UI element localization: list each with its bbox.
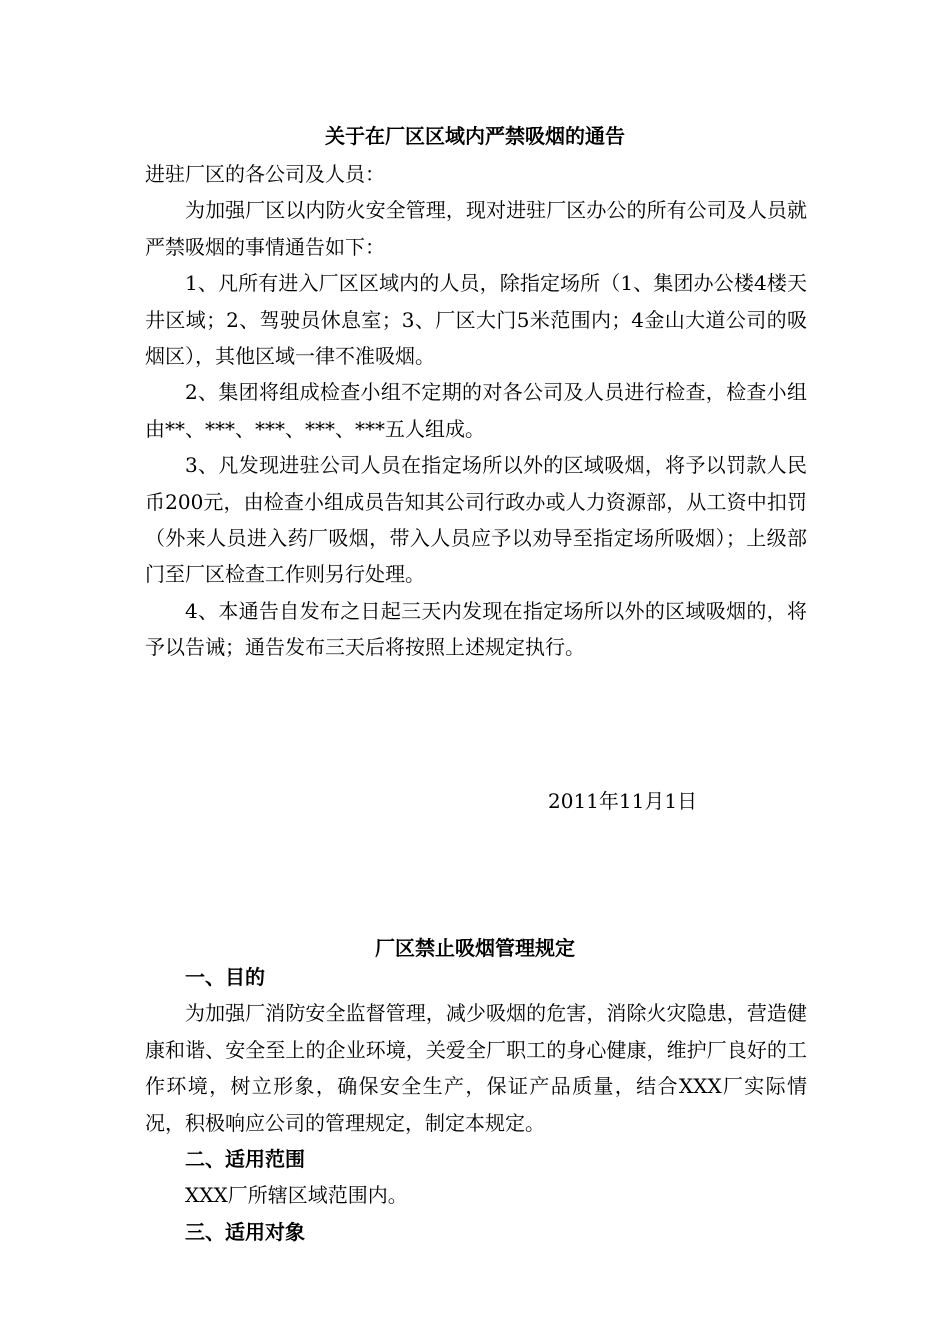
section-heading-audience: 三、适用对象 [185, 1219, 305, 1244]
notice-body [145, 156, 807, 666]
regulation-body [145, 959, 807, 1250]
section-heading-purpose: 一、目的 [185, 965, 265, 989]
notice-title: 关于在厂区区域内严禁吸烟的通告 [325, 124, 625, 148]
regulation-title: 厂区禁止吸烟管理规定 [375, 936, 575, 960]
notice-item-2: 2、集团将组成检查小组不定期的对各公司及人员进行检查，检查小组由**、***、***、***、***五人组成。 [145, 380, 807, 441]
notice-item-3: 3、凡发现进驻公司人员在指定场所以外的区域吸烟，将予以罚款人民币200元，由检查小组成员告知其公司行政办或人力资源部，从工资中扣罚（外来人员进入药厂吸烟，带入人员应予以劝导至指定场所吸烟）；上级部门至厂区检查工作则另行处理。 [145, 453, 807, 587]
notice-salutation: 进驻厂区的各公司及人员： [145, 162, 385, 186]
notice-intro: 为加强厂区以内防火安全管理，现对进驻厂区办公的所有公司及人员就严禁吸烟的事情通告如下： [145, 198, 807, 259]
section-body-purpose: 为加强厂消防安全监督管理，减少吸烟的危害，消除火灾隐患，营造健康和谐、安全至上的企业环境，关爱全厂职工的身心健康，维护厂良好的工作环境，树立形象，确保安全生产，保证产品质量，结合XXX厂实际情况，积极响应公司的管理规定，制定本规定。 [145, 1001, 807, 1135]
section-heading-scope: 二、适用范围 [185, 1147, 305, 1172]
section-body-scope: XXX厂所辖区域范围内。 [185, 1183, 408, 1208]
notice-date: 2011年11月1日 [548, 789, 698, 813]
notice-item-1: 1、凡所有进入厂区区域内的人员，除指定场所（1、集团办公楼4楼天井区域；2、驾驶员休息室；3、厂区大门5米范围内；4金山大道公司的吸烟区），其他区域一律不准吸烟。 [145, 271, 807, 369]
notice-item-4: 4、本通告自发布之日起三天内发现在指定场所以外的区域吸烟的，将予以告诫；通告发布三天后将按照上述规定执行。 [145, 598, 807, 660]
